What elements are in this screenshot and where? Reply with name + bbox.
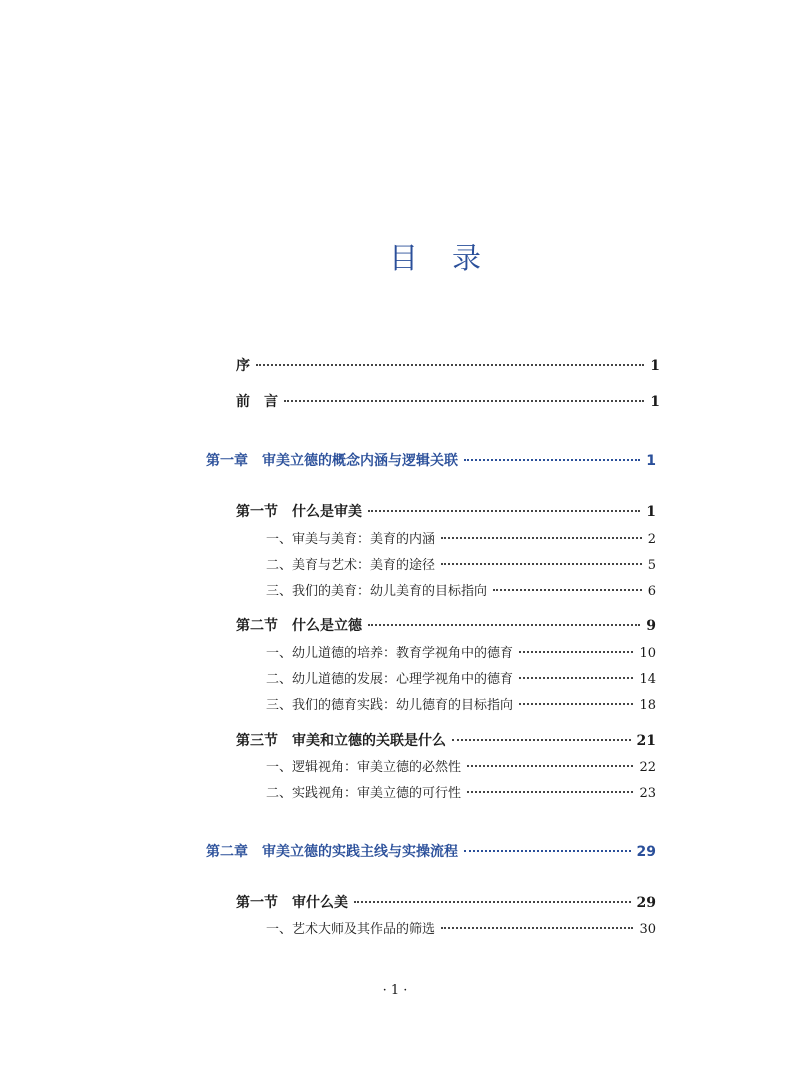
toc-entry-foreword[interactable]	[236, 391, 660, 411]
toc-subsection[interactable]	[266, 918, 656, 937]
toc-section-1-3[interactable]	[236, 730, 656, 750]
toc-page: 14	[639, 672, 656, 687]
toc-page: 9	[646, 618, 656, 634]
toc-label: 二、美育与艺术：美育的途径	[266, 558, 436, 573]
toc-subsection[interactable]	[266, 554, 656, 573]
toc-page: 30	[639, 922, 656, 937]
toc-chapter-1[interactable]	[206, 450, 656, 470]
toc-subsection[interactable]	[266, 694, 656, 713]
toc-page: 18	[639, 698, 656, 713]
toc-subsection[interactable]	[266, 580, 656, 599]
toc-page: 2	[647, 532, 656, 547]
toc-label: 一、艺术大师及其作品的筛选	[266, 922, 436, 937]
dot-leader	[368, 623, 640, 626]
dot-leader	[256, 363, 644, 366]
dot-leader	[519, 702, 633, 705]
toc-page: 6	[647, 584, 656, 599]
toc-subsection[interactable]	[266, 642, 656, 661]
dot-leader	[467, 790, 633, 793]
toc-label: 前 言	[236, 394, 278, 410]
toc-title	[0, 236, 790, 277]
toc-page: 1	[646, 504, 656, 520]
dot-leader	[467, 764, 633, 767]
dot-leader	[464, 849, 631, 852]
toc-label: 第一节 什么是审美	[236, 504, 362, 520]
toc-label: 一、逻辑视角：审美立德的必然性	[266, 760, 462, 775]
title-char-1: 目	[388, 241, 418, 275]
toc-section-2-1[interactable]	[236, 892, 656, 912]
toc-subsection[interactable]	[266, 782, 656, 801]
toc-label: 一、审美与美育：美育的内涵	[266, 532, 436, 547]
page-number-footer: · 1 ·	[382, 983, 408, 998]
toc-label: 二、实践视角：审美立德的可行性	[266, 786, 462, 801]
toc-page: 29	[636, 895, 656, 911]
toc-page: 10	[639, 646, 656, 661]
toc-page: 23	[639, 786, 656, 801]
toc-label: 第二节 什么是立德	[236, 618, 362, 634]
dot-leader	[284, 399, 644, 402]
dot-leader	[441, 926, 633, 929]
toc-entry-preface[interactable]	[236, 355, 660, 375]
toc-page: 5	[647, 558, 656, 573]
toc-page: 1	[650, 358, 660, 374]
toc-page: 21	[636, 733, 656, 749]
toc-label: 第二章 审美立德的实践主线与实操流程	[206, 844, 458, 860]
toc-label: 三、我们的美育：幼儿美育的目标指向	[266, 584, 488, 599]
toc-section-1-1[interactable]	[236, 501, 656, 521]
toc-label: 一、幼儿道德的培养：教育学视角中的德育	[266, 646, 514, 661]
toc-subsection[interactable]	[266, 756, 656, 775]
dot-leader	[441, 562, 642, 565]
toc-section-1-2[interactable]	[236, 615, 656, 635]
toc-chapter-2[interactable]	[206, 841, 656, 861]
toc-label: 序	[236, 358, 250, 374]
toc-label: 三、我们的德育实践：幼儿德育的目标指向	[266, 698, 514, 713]
toc-subsection[interactable]	[266, 528, 656, 547]
toc-label: 第一章 审美立德的概念内涵与逻辑关联	[206, 453, 458, 469]
toc-page: 22	[639, 760, 656, 775]
dot-leader	[452, 738, 631, 741]
toc-subsection[interactable]	[266, 668, 656, 687]
dot-leader	[464, 458, 640, 461]
dot-leader	[519, 676, 633, 679]
dot-leader	[354, 900, 631, 903]
toc-page: 1	[650, 394, 660, 410]
toc-label: 第三节 审美和立德的关联是什么	[236, 733, 446, 749]
dot-leader	[519, 650, 633, 653]
toc-page: 1	[646, 453, 656, 469]
toc-label: 二、幼儿道德的发展：心理学视角中的德育	[266, 672, 514, 687]
dot-leader	[493, 588, 642, 591]
toc-page: 29	[636, 844, 656, 860]
dot-leader	[441, 536, 642, 539]
title-char-2: 录	[452, 241, 482, 275]
dot-leader	[368, 509, 640, 512]
toc-label: 第一节 审什么美	[236, 895, 348, 911]
